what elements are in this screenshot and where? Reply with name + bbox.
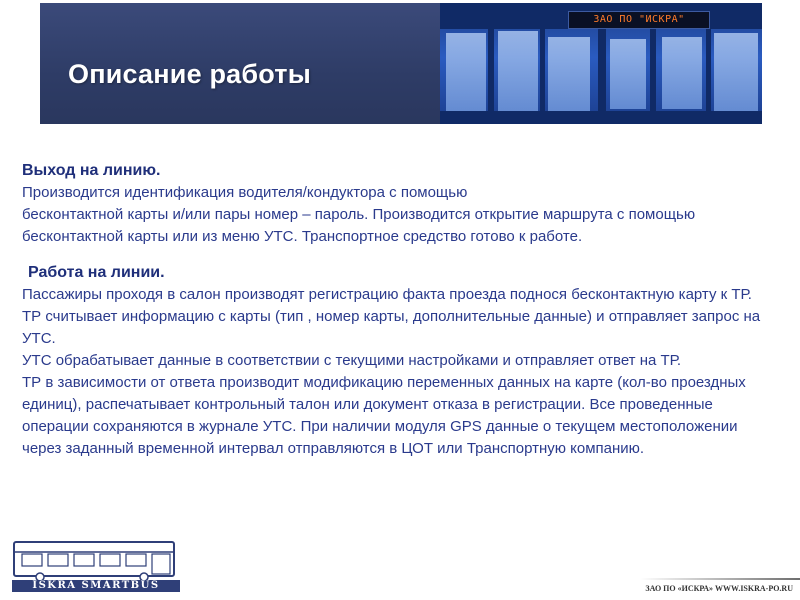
slide-title: Описание работы xyxy=(68,59,311,89)
bus-interior-photo xyxy=(440,3,762,124)
section-paragraph: ТР в зависимости от ответа производит модификацию переменных данных на карте (кол-во проездных единиц), распечатывает контрольный талон или документ отказа в регистрации. Все проведенные операции сохраняются в журнале УТС. При наличии модуля GPS данные о текущем местоположении через заданный временной интервал отправляются в ЦОТ или Транспортную компанию. xyxy=(22,374,746,457)
main-content xyxy=(22,160,762,460)
banner-title-area xyxy=(40,3,440,124)
section-paragraph: Пассажиры проходя в салон производят регистрацию факта проезда поднося бесконтактную карту к ТР. ТР считывает информацию с карты (тип , номер карты, дополнительные данные) и отправляет запрос на УТС. xyxy=(22,286,761,347)
footer-company-url: ЗАО ПО «ИСКРА» WWW.ISKRA-PO.RU xyxy=(645,584,793,593)
section-heading-exit: Выход на линию. xyxy=(22,162,161,179)
footer-divider xyxy=(640,578,800,580)
section-heading-work: Работа на линии. xyxy=(28,264,165,281)
bus-destination-sign: ЗАО ПО "ИСКРА" xyxy=(568,11,710,29)
logo-caption: ISKRA SMARTBUS xyxy=(12,580,180,592)
header-banner xyxy=(40,3,762,124)
smartbus-logo xyxy=(12,540,180,592)
section-paragraph: УТС обрабатывает данные в соответствии с текущими настройками и отправляет ответ на ТР. xyxy=(22,352,681,369)
bus-icon xyxy=(12,540,180,582)
section-text-exit: Производится идентификация водителя/кондуктора с помощью бесконтактной карты и/или пары номер – пароль. Производится открытие маршрута с помощью бесконтактной карты или из меню УТС. Транспортное средство готово к работе. xyxy=(22,184,696,245)
